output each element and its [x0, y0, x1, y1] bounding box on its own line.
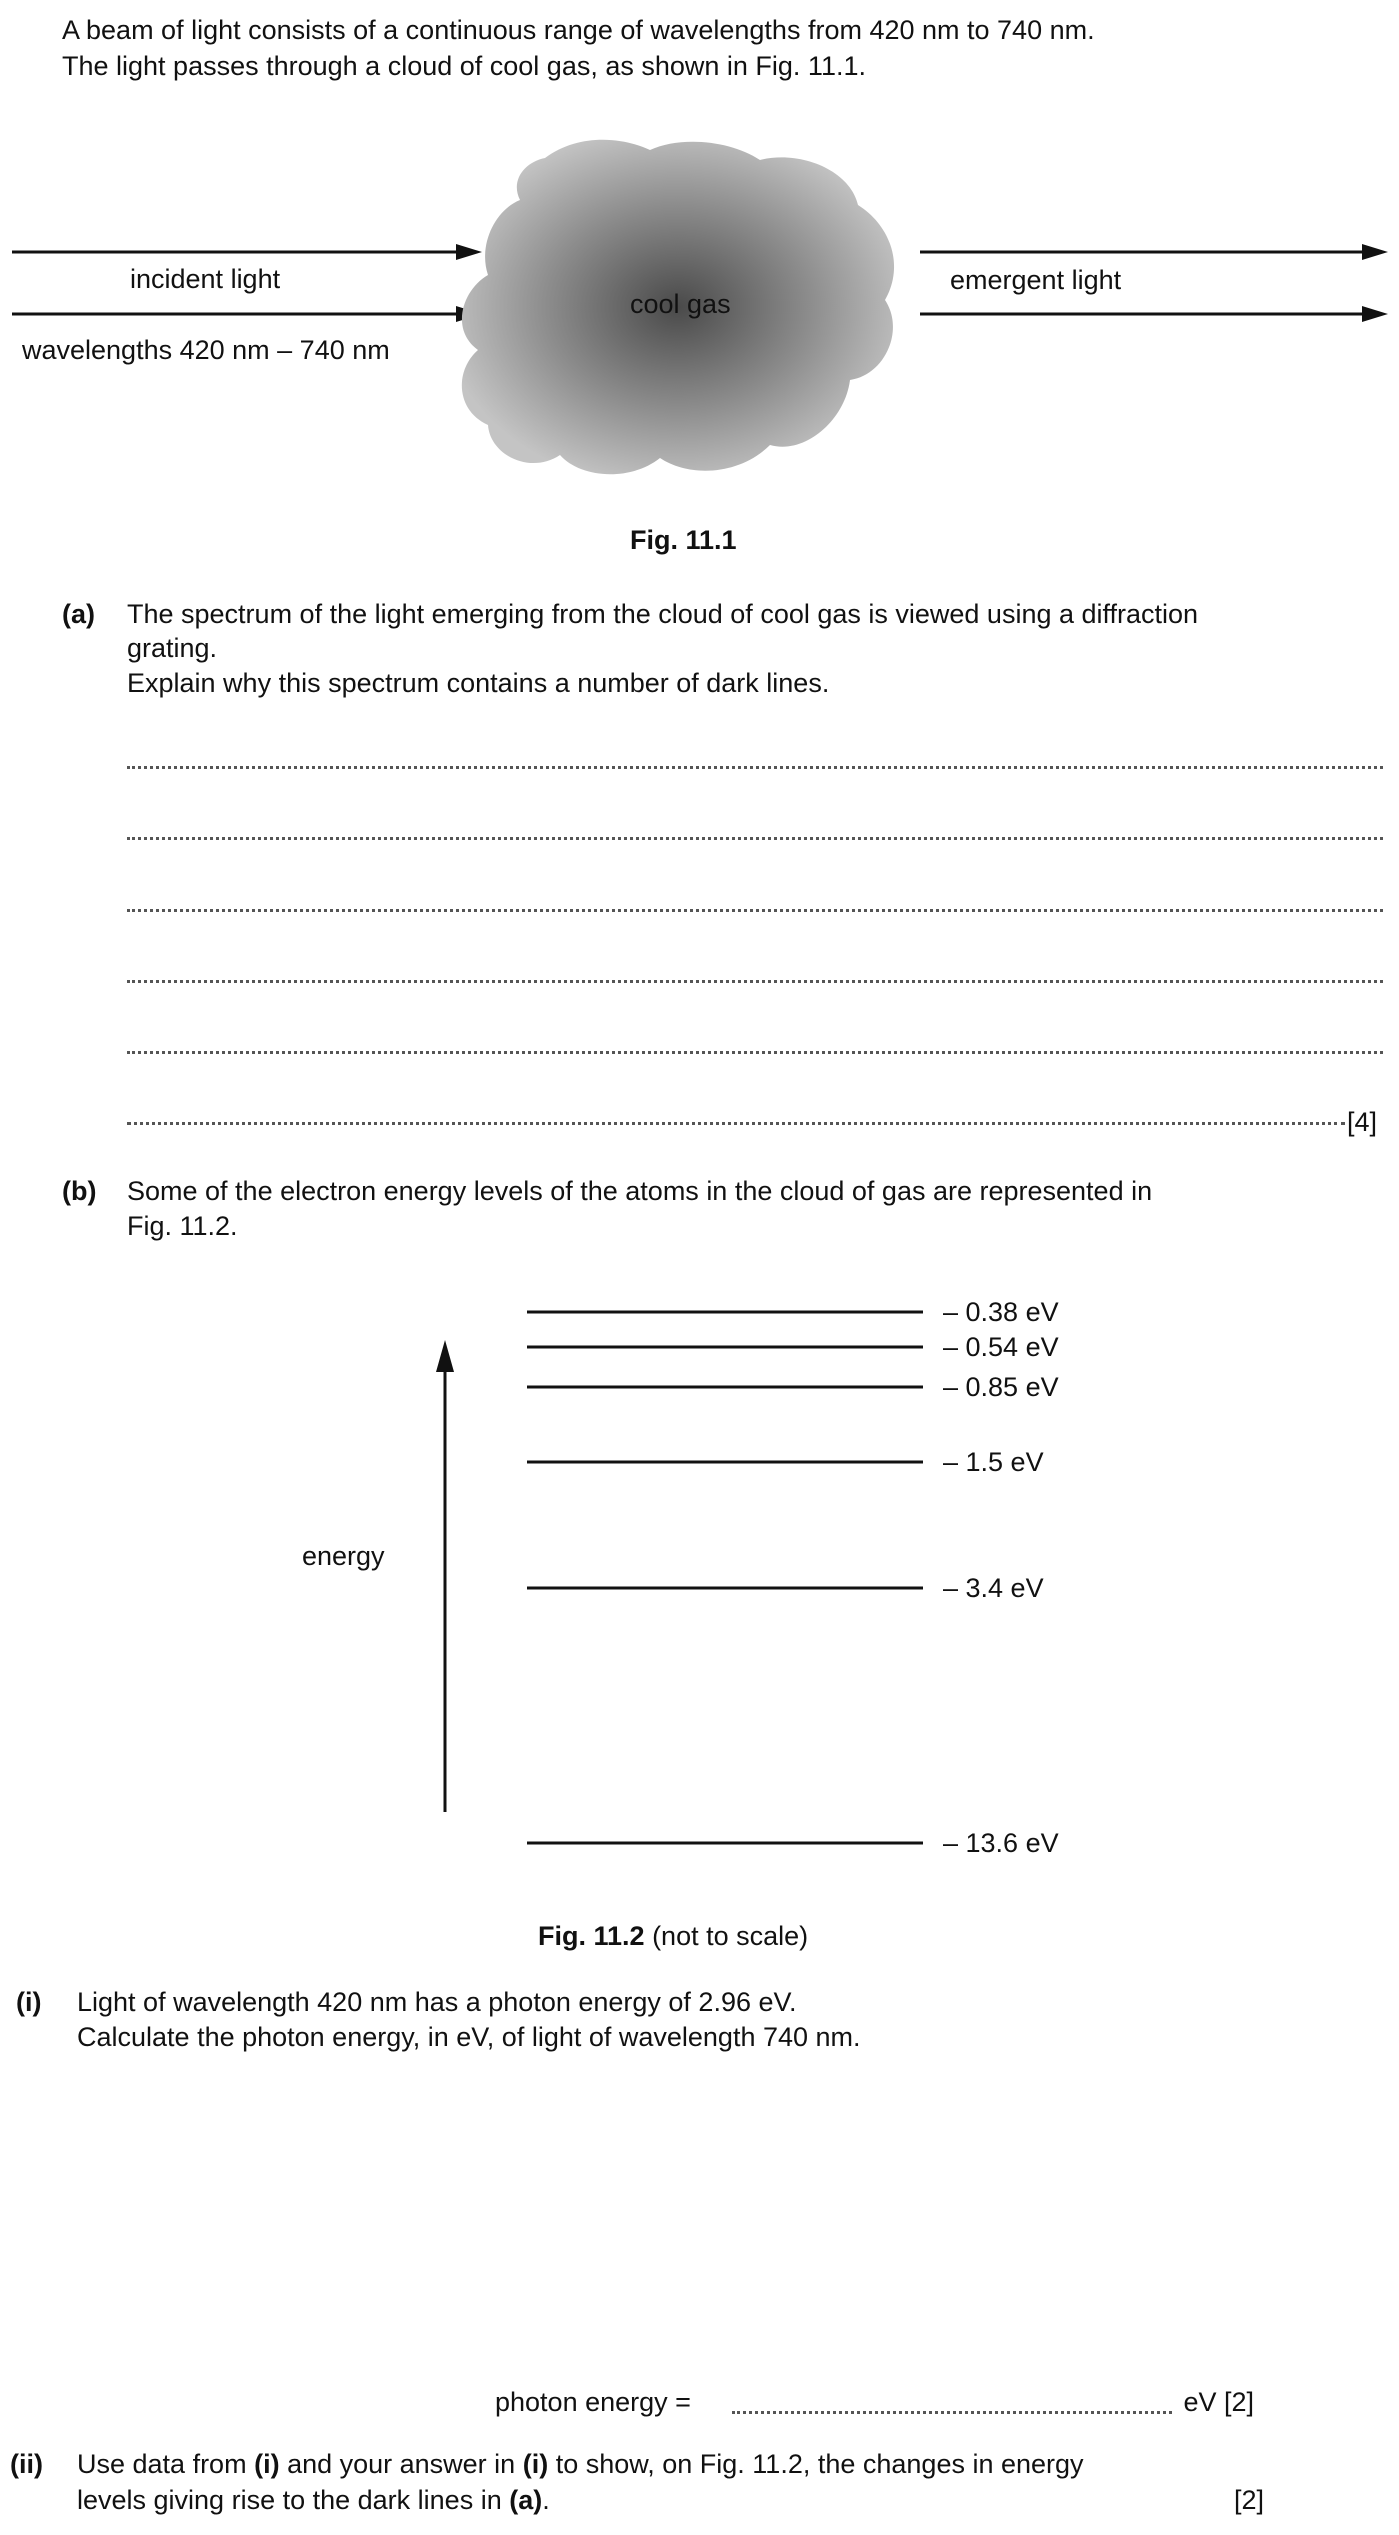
- energy-level-label-5: – 3.4 eV: [943, 1573, 1044, 1603]
- incident-light-label: incident light: [130, 264, 281, 294]
- part-ii-text: to show, on Fig. 11.2, the changes in energy: [548, 2449, 1084, 2479]
- energy-level-label-6: – 13.6 eV: [943, 1828, 1059, 1858]
- part-ii-text: and your answer in: [279, 2449, 523, 2479]
- part-b-line-1: Some of the electron energy levels of the atoms in the cloud of gas are represented in: [127, 1176, 1153, 1206]
- emergent-arrow-top: [920, 244, 1388, 260]
- part-ii-text: Use data from: [77, 2449, 255, 2479]
- fig-11-1-caption: Fig. 11.1: [630, 525, 737, 555]
- energy-axis-arrow: [436, 1340, 454, 1812]
- part-a-line-2: grating.: [127, 633, 218, 663]
- part-i-line-2: Calculate the photon energy, in eV, of light of wavelength 740 nm.: [77, 2022, 861, 2052]
- intro-line-2: The light passes through a cloud of cool gas, as shown in Fig. 11.1.: [62, 51, 866, 81]
- energy-level-label-1: – 0.38 eV: [943, 1297, 1059, 1327]
- part-ii-ref: (i): [254, 2449, 280, 2479]
- fig-11-2-caption: [538, 1920, 808, 1952]
- fig-11-1-diagram: [0, 0, 1399, 500]
- part-ii-text: levels giving rise to the dark lines in: [77, 2485, 510, 2515]
- fig-11-2-caption-rest: (not to scale): [644, 1921, 809, 1951]
- energy-axis-label: energy: [302, 1541, 385, 1571]
- wavelengths-label: wavelengths 420 nm – 740 nm: [22, 335, 390, 365]
- intro-line-1: A beam of light consists of a continuous range of wavelengths from 420 nm to 740 nm.: [62, 15, 1095, 45]
- cool-gas-label: cool gas: [630, 289, 731, 319]
- energy-level-label-3: – 0.85 eV: [943, 1372, 1059, 1402]
- incident-arrow-top: [12, 244, 482, 260]
- part-b-label: (b): [62, 1176, 97, 1206]
- part-ii-line-2: [77, 2484, 550, 2516]
- fig-11-2-caption-bold: Fig. 11.2: [538, 1921, 645, 1951]
- answer-line-6[interactable]: [127, 1093, 1345, 1125]
- part-a-marks: [4]: [1347, 1107, 1378, 1137]
- incident-arrow-bottom: [12, 306, 482, 322]
- energy-level-label-2: – 0.54 eV: [943, 1332, 1059, 1362]
- part-ii-text: .: [542, 2485, 550, 2515]
- answer-line-5[interactable]: [127, 1022, 1383, 1054]
- part-i-label: (i): [16, 1987, 42, 2017]
- answer-line-1[interactable]: [127, 737, 1383, 769]
- photon-energy-prefix: photon energy =: [495, 2387, 691, 2417]
- emergent-arrow-bottom: [920, 306, 1388, 322]
- part-i-line-1: Light of wavelength 420 nm has a photon energy of 2.96 eV.: [77, 1987, 797, 2017]
- part-ii-ref: (i): [522, 2449, 549, 2479]
- part-a-line-3: Explain why this spectrum contains a number of dark lines.: [127, 668, 830, 698]
- photon-energy-answer-field[interactable]: [732, 2386, 1172, 2414]
- part-a-line-1: The spectrum of the light emerging from the cloud of cool gas is viewed using a diffraction: [127, 599, 1199, 629]
- part-ii-line-1: [77, 2448, 1084, 2480]
- answer-line-4[interactable]: [127, 951, 1383, 983]
- part-ii-ref: (a): [509, 2485, 543, 2515]
- photon-energy-suffix: eV [2]: [1176, 2387, 1255, 2417]
- answer-line-2[interactable]: [127, 808, 1383, 840]
- part-a-label: (a): [62, 599, 95, 629]
- emergent-light-label: emergent light: [950, 265, 1122, 295]
- part-b-line-2: Fig. 11.2.: [127, 1211, 238, 1241]
- energy-level-label-4: – 1.5 eV: [943, 1447, 1044, 1477]
- part-ii-label: (ii): [10, 2449, 43, 2479]
- answer-line-3[interactable]: [127, 880, 1383, 912]
- part-ii-marks: [2]: [1234, 2485, 1265, 2515]
